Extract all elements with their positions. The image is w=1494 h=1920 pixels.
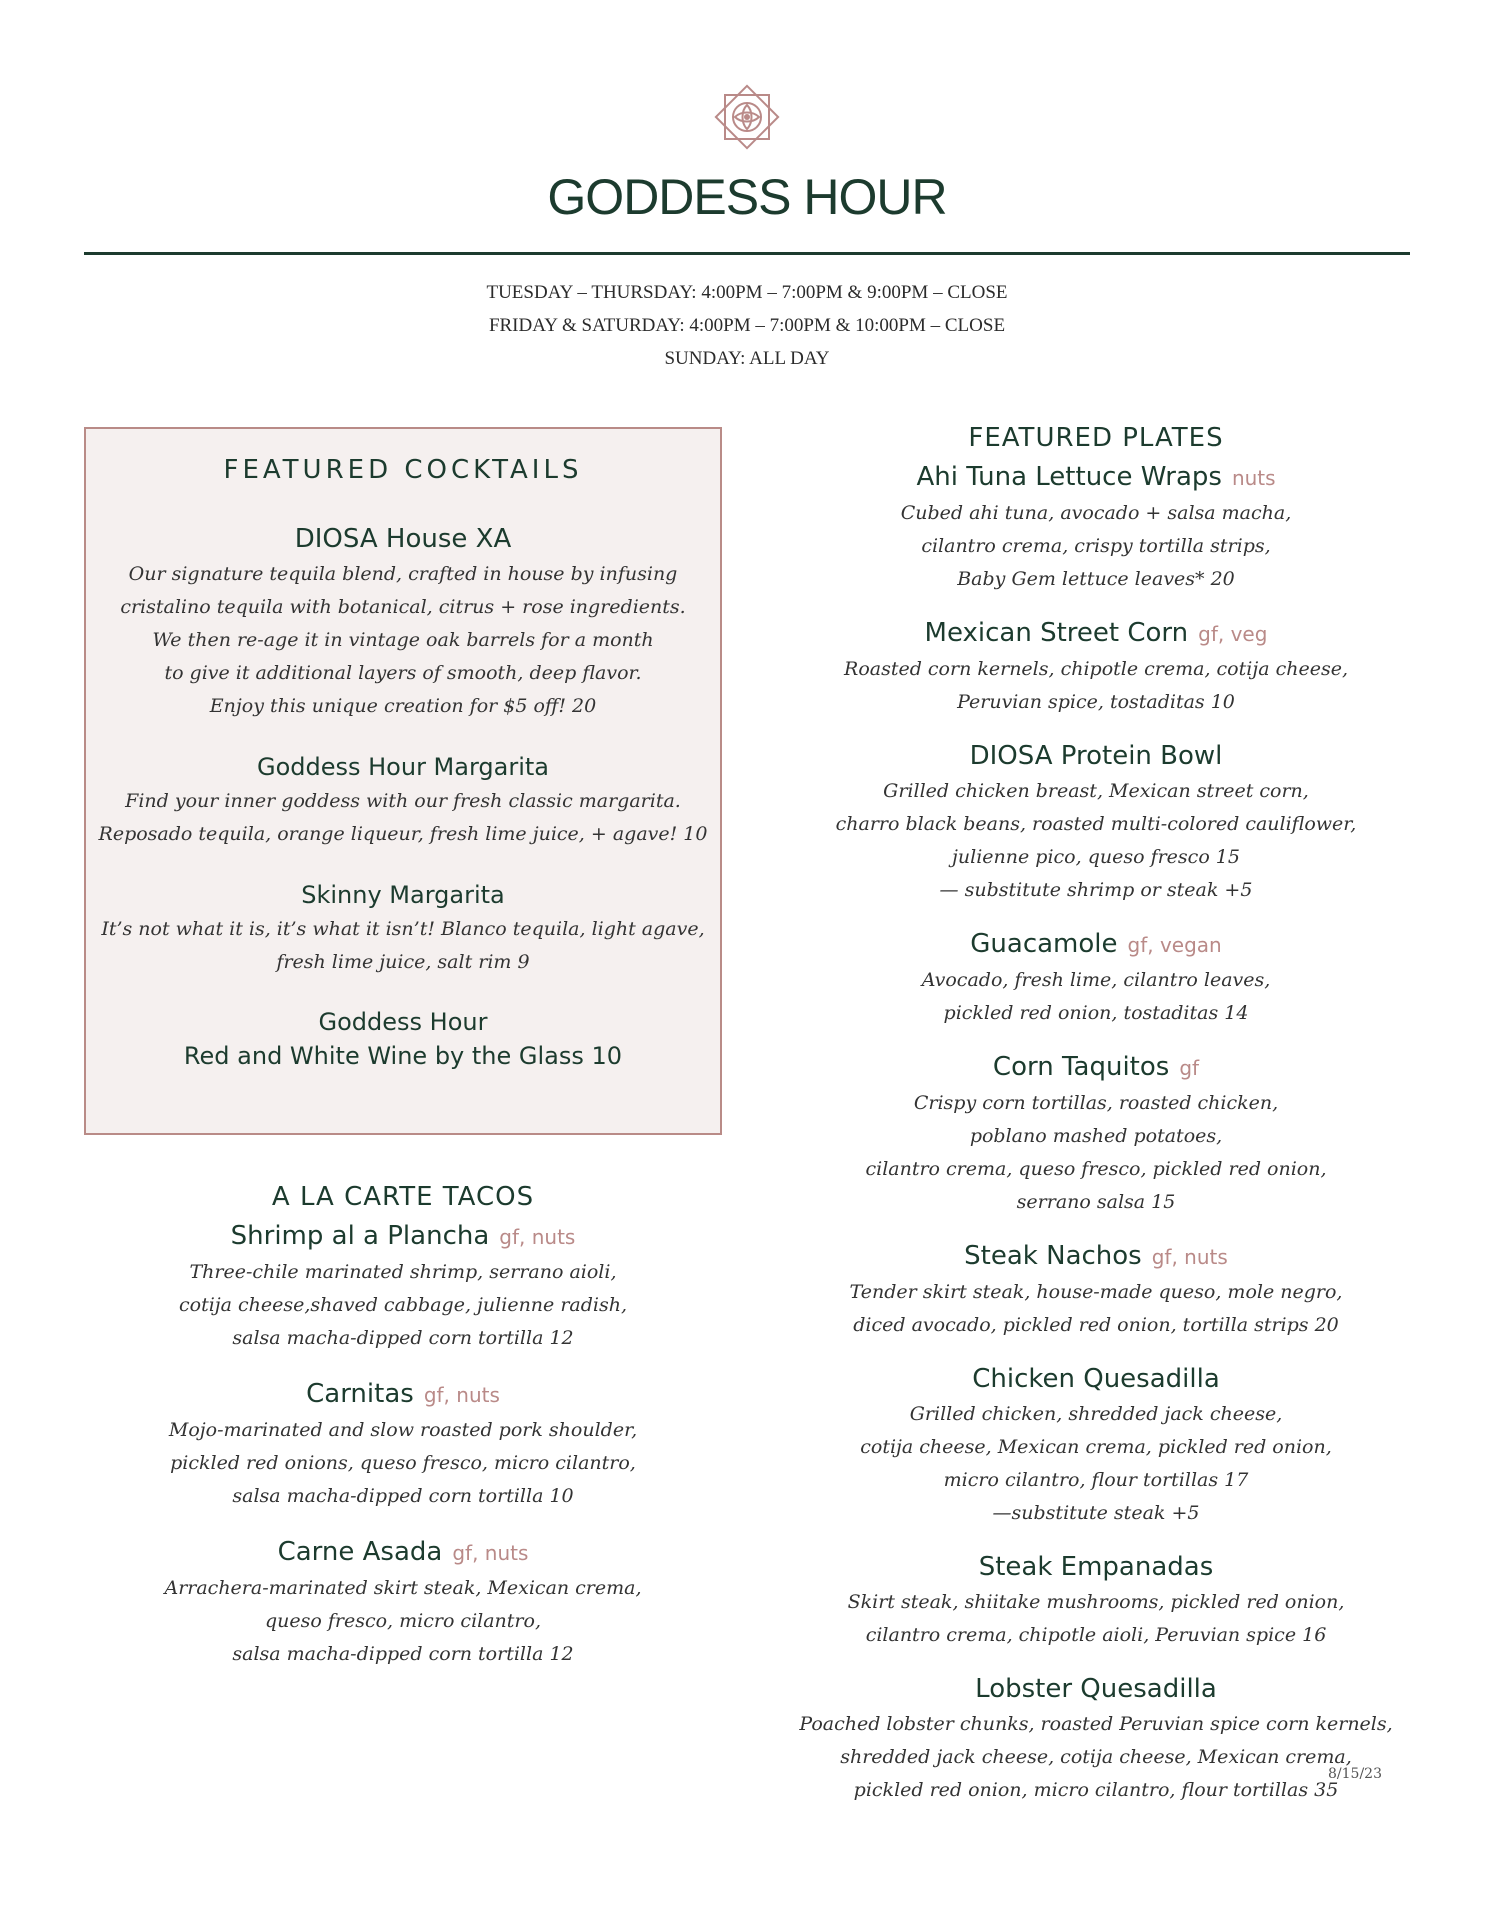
menu-item [84,749,722,851]
header-divider [84,252,1410,255]
menu-item [84,1217,722,1355]
item-desc-line: It’s not what it is, it’s what it isn’t! Blanco tequila, light agave, [101,918,705,940]
menu-item [784,1548,1408,1652]
item-name: Mexican Street Corn [924,618,1189,648]
item-name: Corn Taquitos [992,1052,1170,1082]
hours-line: FRIDAY & SATURDAY: 4:00PM – 7:00PM & 10:00PM – CLOSE [488,315,1006,336]
item-desc-line: — substitute shrimp or steak +5 [939,879,1253,901]
item-name: Steak Empanadas [978,1552,1214,1582]
item-desc-line: serrano salsa 15 [1016,1191,1176,1213]
item-desc-line: to give it additional layers of smooth, deep flavor. [164,662,642,684]
item-desc-line: queso fresco, micro cilantro, [265,1610,541,1632]
menu-item [784,1048,1408,1219]
item-desc-line: Poached lobster chunks, roasted Peruvian spice corn kernels, [799,1713,1393,1735]
item-desc-line: Enjoy this unique creation for $5 off! 20 [209,695,597,717]
section-title: A LA CARTE TACOS [271,1182,535,1212]
item-desc-line: cristalino tequila with botanical, citrus + rose ingredients. [120,596,686,618]
item-name: DIOSA Protein Bowl [969,741,1223,771]
item-tags: gf, veg [1198,622,1268,646]
menu-item [784,1670,1408,1807]
item-name: Shrimp al a Plancha [230,1221,490,1251]
item-name: Carnitas [306,1379,414,1409]
item-tags: gf, nuts [499,1225,576,1249]
item-desc-line: Avocado, fresh lime, cilantro leaves, [921,969,1271,991]
item-name: DIOSA House XA [294,524,512,554]
section-title: FEATURED COCKTAILS [223,455,583,485]
item-tags: gf [1179,1056,1200,1080]
item-name: Red and White Wine by the Glass 10 [183,1042,623,1070]
item-desc-line: Three-chile marinated shrimp, serrano aioli, [189,1261,617,1283]
hours-line: TUESDAY – THURSDAY: 4:00PM – 7:00PM & 9:00PM – CLOSE [486,282,1008,303]
item-desc-line: julienne pico, queso fresco 15 [952,846,1240,868]
item-tags: gf, vegan [1127,933,1222,957]
featured-cocktails-section [84,450,722,1099]
item-desc-line: cilantro crema, queso fresco, pickled red onion, [865,1158,1327,1180]
item-name: Goddess Hour Margarita [256,753,550,781]
item-desc-line: pickled red onion, micro cilantro, flour tortillas 35 [853,1779,1339,1801]
item-desc-line: salsa macha-dipped corn tortilla 12 [232,1643,574,1665]
item-desc-line: cilantro crema, chipotle aioli, Peruvian spice 16 [865,1624,1327,1646]
item-desc-line: pickled red onion, tostaditas 14 [943,1002,1249,1024]
item-desc-line: poblano mashed potatoes, [969,1125,1223,1147]
item-name: Skinny Margarita [301,881,505,909]
menu-item [784,458,1408,596]
item-desc-line: We then re-age it in vintage oak barrels for a month [152,629,654,651]
item-desc-line: Roasted corn kernels, chipotle crema, cotija cheese, [844,658,1348,680]
item-desc-line: Mojo-marinated and slow roasted pork shoulder, [168,1419,638,1441]
item-desc-line: Reposado tequila, orange liqueur, fresh lime juice, + agave! 10 [98,823,708,845]
item-desc-line: diced avocado, pickled red onion, tortilla strips 20 [853,1314,1339,1336]
item-desc-line: —substitute steak +5 [992,1502,1200,1524]
item-name: Ahi Tuna Lettuce Wraps [916,462,1222,492]
item-desc-line: cotija cheese,shaved cabbage, julienne radish, [178,1294,627,1316]
item-desc-line: charro black beans, roasted multi-colored cauliflower, [835,813,1357,835]
hours-block [0,276,1494,375]
item-desc-line: pickled red onions, queso fresco, micro cilantro, [170,1452,636,1474]
featured-plates-section [784,418,1408,1825]
page-title: GODDESS HOUR [547,169,947,225]
menu-item [84,520,722,723]
menu-item [84,1375,722,1513]
item-desc-line: fresh lime juice, salt rim 9 [276,951,530,973]
menu-item [784,614,1408,719]
item-tags: gf, nuts [1151,1245,1228,1269]
tacos-section [84,1177,722,1691]
menu-item [84,877,722,979]
menu-item [784,737,1408,907]
item-name: Chicken Quesadilla [972,1364,1220,1394]
menu-item [84,1533,722,1671]
menu-date: 8/15/23 [1328,1766,1382,1782]
item-desc-line: Skirt steak, shiitake mushrooms, pickled red onion, [847,1591,1345,1613]
item-desc-line: micro cilantro, flour tortillas 17 [943,1469,1249,1491]
hours-line: SUNDAY: ALL DAY [664,348,830,369]
item-desc-line: Cubed ahi tuna, avocado + salsa macha, [900,502,1292,524]
item-desc-line: Grilled chicken breast, Mexican street corn, [883,780,1309,802]
menu-item [784,925,1408,1030]
section-title: FEATURED PLATES [968,423,1224,453]
item-name: Guacamole [970,929,1118,959]
item-desc-line: Baby Gem lettuce leaves* 20 [957,568,1235,590]
menu-item [784,1237,1408,1342]
item-desc-line: cilantro crema, crispy tortilla strips, [921,535,1271,557]
item-name: Goddess Hour [318,1008,488,1036]
item-desc-line: salsa macha-dipped corn tortilla 12 [232,1327,574,1349]
item-tags: nuts [1231,466,1276,490]
item-tags: gf, nuts [452,1541,529,1565]
item-desc-line: shredded jack cheese, cotija cheese, Mexican crema, [840,1746,1352,1768]
item-desc-line: cotija cheese, Mexican crema, pickled red onion, [860,1436,1332,1458]
item-desc-line: Arrachera-marinated skirt steak, Mexican crema, [164,1577,642,1599]
menu-item [784,1360,1408,1530]
item-name: Steak Nachos [964,1241,1142,1271]
item-desc-line: Crispy corn tortillas, roasted chicken, [913,1092,1279,1114]
item-desc-line: Peruvian spice, tostaditas 10 [957,691,1235,713]
item-desc-line: Our signature tequila blend, crafted in house by infusing [128,563,678,585]
item-name: Carne Asada [277,1537,443,1567]
menu-item-wine [84,1005,722,1073]
item-desc-line: Grilled chicken, shredded jack cheese, [909,1403,1283,1425]
item-tags: gf, nuts [423,1383,500,1407]
item-name: Lobster Quesadilla [975,1674,1217,1704]
item-desc-line: Find your inner goddess with our fresh classic margarita. [125,790,681,812]
item-desc-line: Tender skirt steak, house-made queso, mole negro, [849,1281,1343,1303]
item-desc-line: salsa macha-dipped corn tortilla 10 [232,1485,574,1507]
ornamental-tile-icon [711,81,783,153]
